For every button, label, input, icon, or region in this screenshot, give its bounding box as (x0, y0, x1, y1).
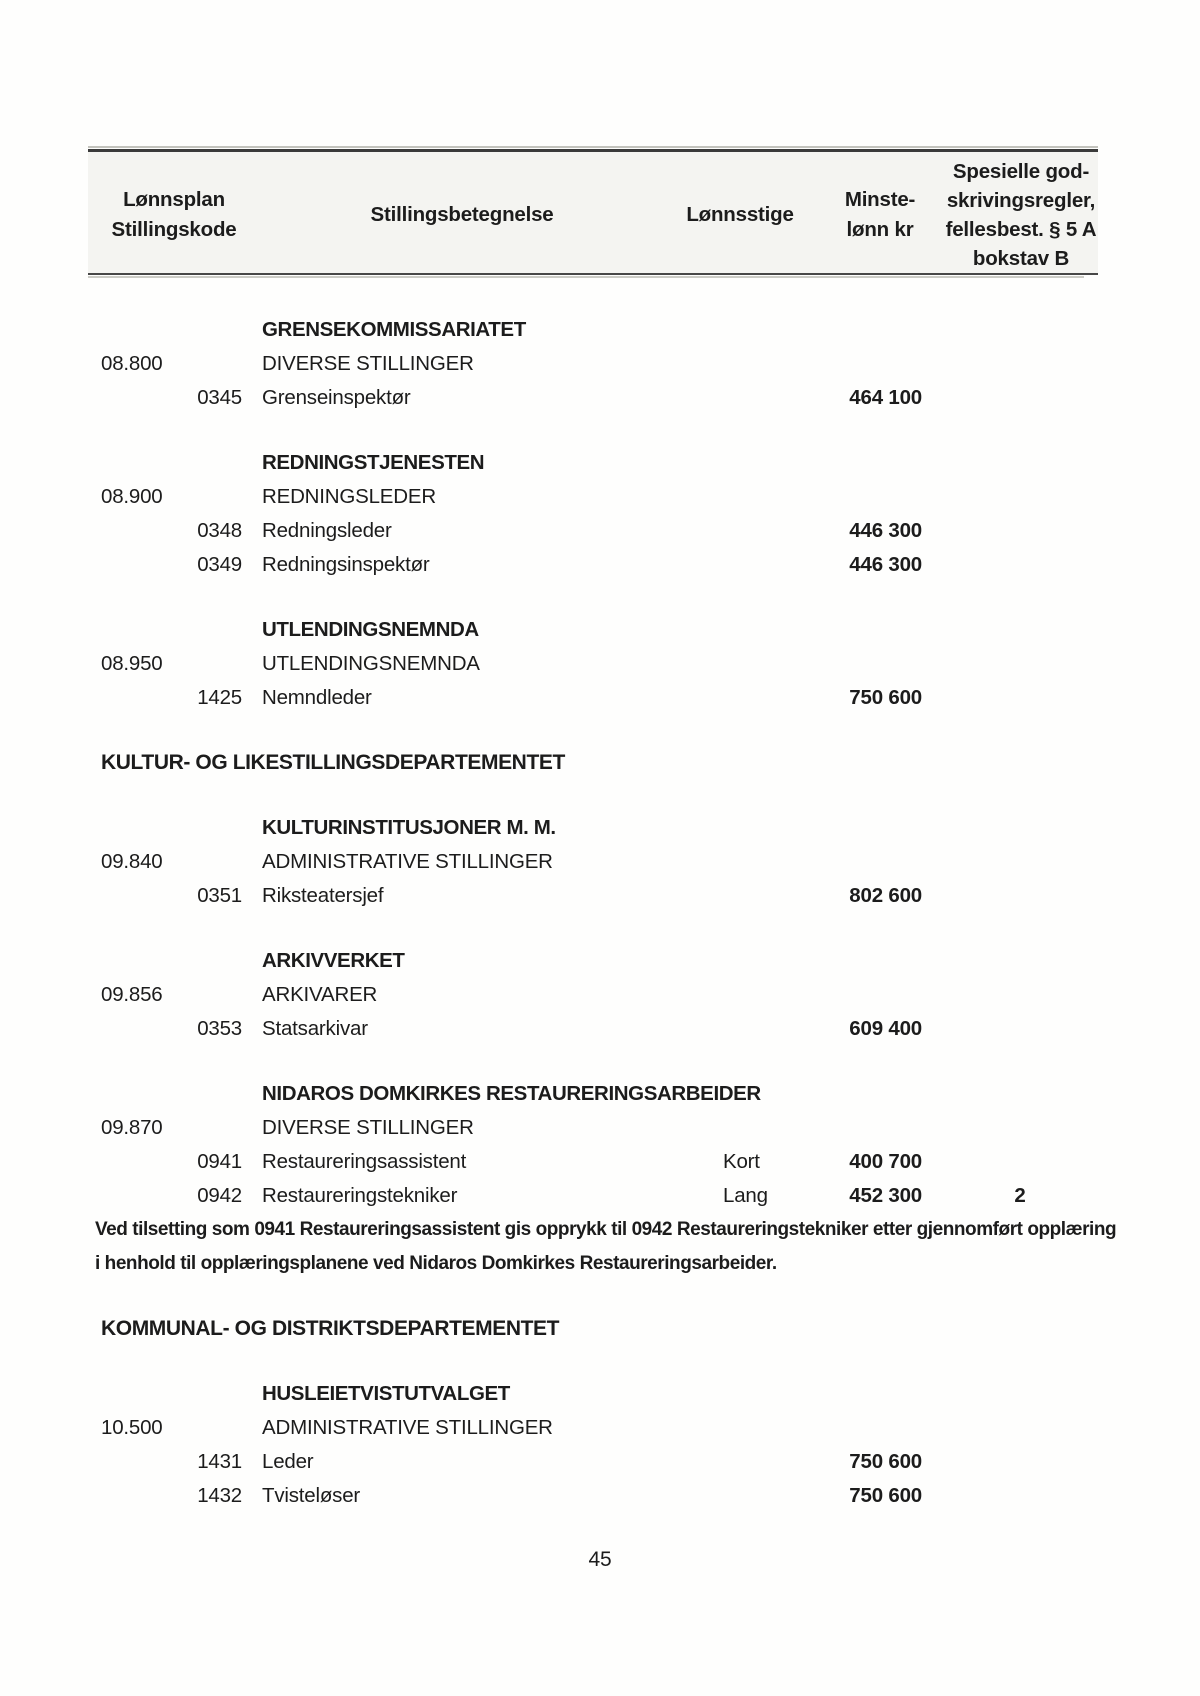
stillingsbetegnelse: Riksteatersjef (262, 884, 384, 907)
minstelonn-value: 750 600 (849, 686, 922, 709)
minstelonn-value: 802 600 (849, 884, 922, 907)
lonnsplan-label: DIVERSE STILLINGER (262, 352, 474, 375)
lonnsplan-label: UTLENDINGSNEMNDA (262, 652, 480, 675)
table-row-item (0, 1445, 1200, 1479)
lonnsplan-code: 08.900 (101, 485, 163, 508)
stillingsbetegnelse: Nemndleder (262, 686, 372, 709)
column-header-spesielle-godskrivingsregler (941, 157, 1101, 273)
table-row-group (0, 811, 1200, 845)
table-row-item (0, 514, 1200, 548)
table-row-dept (0, 1312, 1200, 1346)
lonnsplan-label: ADMINISTRATIVE STILLINGER (262, 1416, 553, 1439)
column-header-line: Spesielle god- (952, 160, 1090, 183)
lonnsplan-label: ADMINISTRATIVE STILLINGER (262, 850, 553, 873)
lonnsplan-label: REDNINGSLEDER (262, 485, 436, 508)
column-header-stillingsbetegnelse: Stillingsbetegnelse (370, 203, 554, 226)
column-header-line: Minste- (844, 188, 916, 211)
minstelonn-value: 446 300 (849, 553, 922, 576)
lonnsplan-label: ARKIVARER (262, 983, 378, 1006)
column-header-line: fellesbest. § 5 A (945, 218, 1097, 241)
minstelonn-value: 400 700 (849, 1150, 922, 1173)
minstelonn-value: 452 300 (849, 1184, 922, 1207)
stillingsbetegnelse: Tvisteløser (262, 1484, 361, 1507)
minstelonn-value: 750 600 (849, 1450, 922, 1473)
table-row-plan (0, 1411, 1200, 1445)
lonnsplan-code: 08.950 (101, 652, 163, 675)
table-row-group (0, 613, 1200, 647)
stillingsbetegnelse: Redningsinspektør (262, 553, 430, 576)
note-line: i henhold til opplæringsplanene ved Nidaros Domkirkes Restaureringsarbeider. (95, 1253, 777, 1274)
stillingsbetegnelse: Restaureringstekniker (262, 1184, 458, 1207)
table-row-plan (0, 647, 1200, 681)
stillingskode: 0349 (197, 553, 242, 576)
table-row-item (0, 548, 1200, 582)
lonnsstige-value: Kort (723, 1150, 760, 1173)
table-row-plan (0, 480, 1200, 514)
table-row-item (0, 1012, 1200, 1046)
lonnsplan-code: 08.800 (101, 352, 163, 375)
table-row-group (0, 1377, 1200, 1411)
stillingskode: 1432 (197, 1484, 242, 1507)
lonnsplan-code: 09.856 (101, 983, 163, 1006)
minstelonn-value: 446 300 (849, 519, 922, 542)
minstelonn-value: 464 100 (849, 386, 922, 409)
stillingsbetegnelse: Redningsleder (262, 519, 392, 542)
table-row-item (0, 381, 1200, 415)
column-header-minstelonn (810, 185, 950, 245)
table-row-item (0, 879, 1200, 913)
lonnsplan-code: 09.870 (101, 1116, 163, 1139)
group-heading: GRENSEKOMMISSARIATET (262, 318, 526, 341)
table-row-plan (0, 978, 1200, 1012)
table-row-note (0, 1213, 1200, 1281)
stillingskode: 0351 (197, 884, 242, 907)
note-line: Ved tilsetting som 0941 Restaureringsassistent gis opprykk til 0942 Restaureringstekniker etter gjennomført opplæring (95, 1219, 1117, 1240)
lonnsplan-code: 10.500 (101, 1416, 163, 1439)
column-header-line: lønn kr (846, 218, 914, 241)
stillingskode: 0353 (197, 1017, 242, 1040)
stillingskode: 0348 (197, 519, 242, 542)
stillingsbetegnelse: Restaureringsassistent (262, 1150, 467, 1173)
minstelonn-value: 750 600 (849, 1484, 922, 1507)
column-header-lonnsplan-stillingskode (94, 185, 254, 245)
department-heading: KULTUR- OG LIKESTILLINGSDEPARTEMENTET (101, 751, 565, 774)
table-row-item (0, 1145, 1200, 1179)
group-heading: NIDAROS DOMKIRKES RESTAURERINGSARBEIDER (262, 1082, 761, 1105)
group-heading: REDNINGSTJENESTEN (262, 451, 485, 474)
lonnsplan-code: 09.840 (101, 850, 163, 873)
group-heading: KULTURINSTITUSJONER M. M. (262, 816, 556, 839)
stillingsbetegnelse: Grenseinspektør (262, 386, 411, 409)
stillingskode: 0345 (197, 386, 242, 409)
table-row-dept (0, 746, 1200, 780)
page-number: 45 (588, 1548, 612, 1571)
table-row-group (0, 446, 1200, 480)
table-row-item (0, 1179, 1200, 1213)
table-body (0, 313, 1200, 1513)
table-row-group (0, 313, 1200, 347)
department-heading: KOMMUNAL- OG DISTRIKTSDEPARTEMENTET (101, 1317, 560, 1340)
lonnsplan-label: DIVERSE STILLINGER (262, 1116, 474, 1139)
stillingskode: 0942 (197, 1184, 242, 1207)
stillingsbetegnelse: Leder (262, 1450, 314, 1473)
table-row-plan (0, 1111, 1200, 1145)
table-row-group (0, 1077, 1200, 1111)
stillingskode: 1425 (197, 686, 242, 709)
group-heading: ARKIVVERKET (262, 949, 405, 972)
group-heading: HUSLEIETVISTUTVALGET (262, 1382, 510, 1405)
stillingsbetegnelse: Statsarkivar (262, 1017, 368, 1040)
group-heading: UTLENDINGSNEMNDA (262, 618, 479, 641)
table-header (88, 149, 1098, 275)
column-header-line: skrivingsregler, (946, 189, 1096, 212)
column-header-line: Lønnsplan (123, 188, 225, 211)
table-row-plan (0, 845, 1200, 879)
minstelonn-value: 609 400 (849, 1017, 922, 1040)
column-header-line: Stillingskode (111, 218, 237, 241)
column-header-lonnsstige: Lønnsstige (686, 203, 794, 226)
table-row-group (0, 944, 1200, 978)
stillingskode: 0941 (197, 1150, 242, 1173)
stillingskode: 1431 (197, 1450, 242, 1473)
table-row-plan (0, 347, 1200, 381)
spesielle-value: 2 (1014, 1184, 1026, 1207)
table-row-item (0, 681, 1200, 715)
column-header-line: bokstav B (972, 247, 1070, 270)
lonnsstige-value: Lang (723, 1184, 768, 1207)
table-row-item (0, 1479, 1200, 1513)
